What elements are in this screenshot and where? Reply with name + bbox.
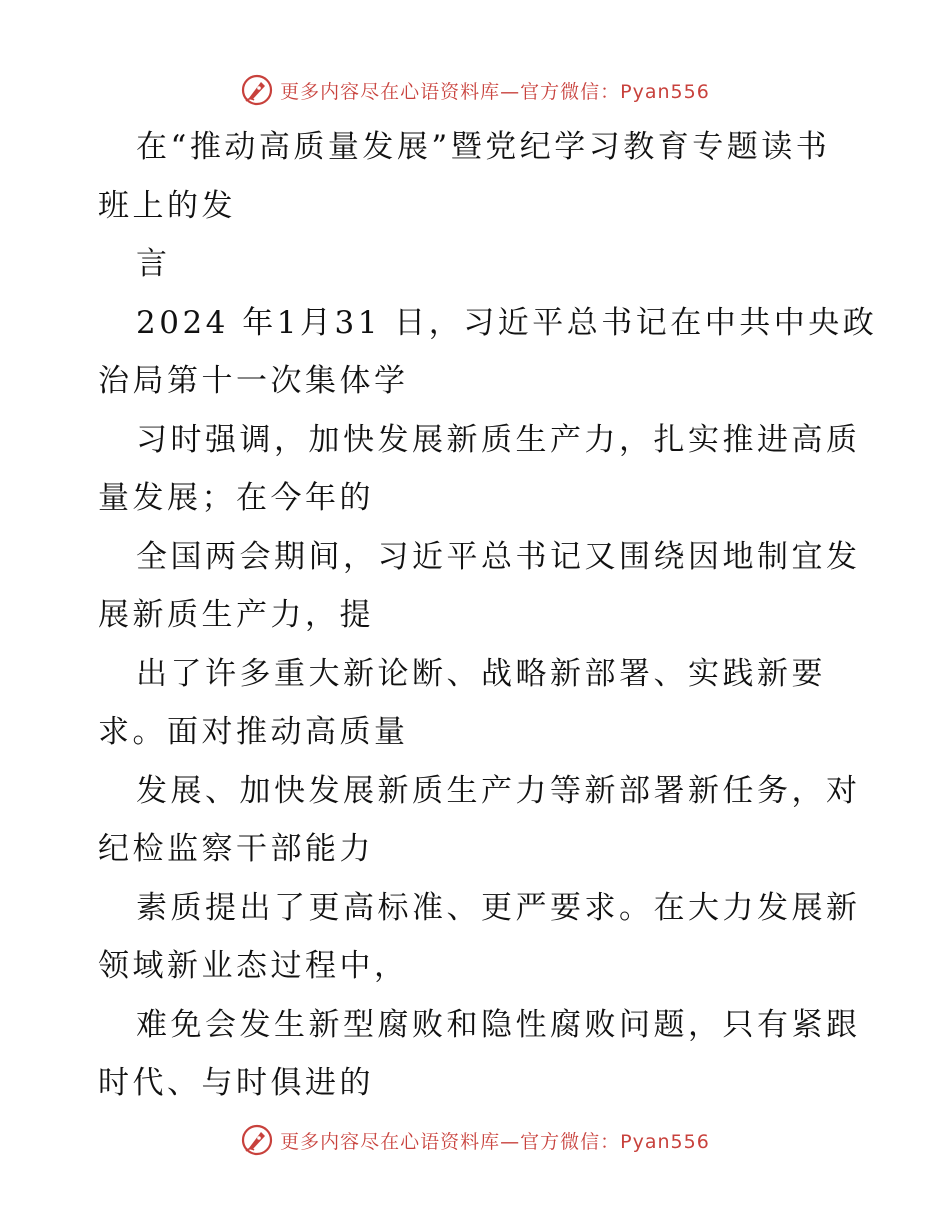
body-line: 纪检监察干部能力: [98, 831, 374, 867]
header-watermark-banner: [0, 70, 950, 110]
pen-nib-logo-icon: [240, 73, 274, 107]
body-line: 习时强调，加快发展新质生产力，扎实推进高质: [136, 421, 861, 458]
body-line: 展新质生产力，提: [98, 597, 374, 633]
pen-nib-logo-icon: [240, 1123, 274, 1157]
body-line: 2024 年1月31 日，习近平总书记在中共中央政: [136, 304, 878, 341]
body-line: 出了许多重大新论断、战略新部署、实践新要: [136, 655, 826, 692]
body-line: 量发展；在今年的: [98, 480, 374, 516]
body-line: 时代、与时俱进的: [98, 1065, 374, 1101]
header-watermark-text: 更多内容尽在心语资料库—官方微信：Pyan556: [280, 80, 710, 103]
document-body: [98, 118, 878, 1113]
body-line: 素质提出了更高标准、更严要求。在大力发展新: [136, 889, 861, 926]
body-line: 求。面对推动高质量: [98, 714, 409, 750]
footer-watermark-text: 更多内容尽在心语资料库—官方微信：Pyan556: [280, 1130, 710, 1153]
body-line: 领域新业态过程中，: [98, 948, 409, 984]
footer-watermark-banner: [0, 1120, 950, 1160]
body-line: 言: [136, 246, 171, 282]
body-line: 难免会发生新型腐败和隐性腐败问题，只有紧跟: [136, 1006, 861, 1043]
body-line: 在“推动高质量发展”暨党纪学习教育专题读书: [136, 129, 831, 165]
body-line: 班上的发: [98, 187, 236, 224]
body-line: 治局第十一次集体学: [98, 363, 409, 399]
body-line: 发展、加快发展新质生产力等新部署新任务，对: [136, 772, 861, 809]
body-line: 全国两会期间，习近平总书记又围绕因地制宜发: [136, 538, 861, 575]
